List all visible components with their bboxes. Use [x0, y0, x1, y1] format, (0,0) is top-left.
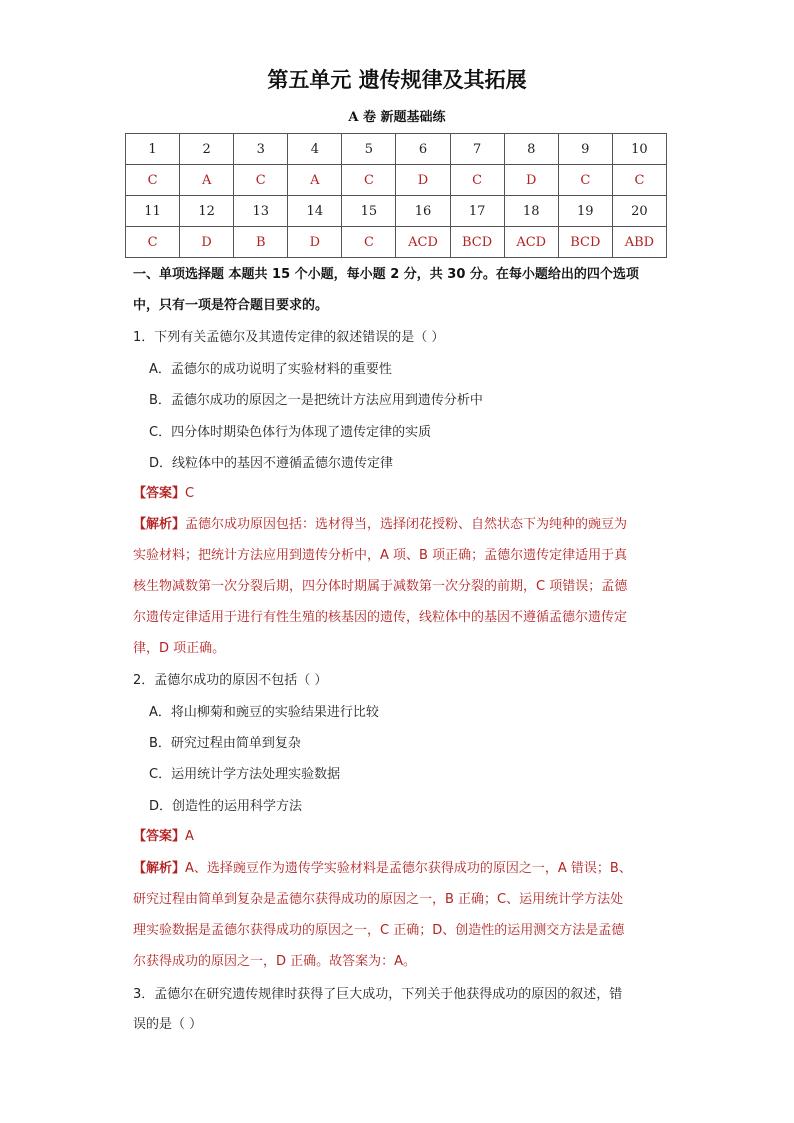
answer-cell: C	[234, 165, 288, 196]
answer-cell: A	[180, 165, 234, 196]
analysis-text: 孟德尔成功原因包括：选材得当，选择闭花授粉、自然状态下为纯种的豌豆为	[185, 517, 628, 532]
question-number-cell: 20	[612, 196, 666, 227]
answer-cell: D	[504, 165, 558, 196]
q2-option-a: A．将山柳菊和豌豆的实验结果进行比较	[149, 705, 379, 720]
question-number-cell: 12	[180, 196, 234, 227]
q1-analysis-line5: 律，D 项正确。	[133, 641, 226, 656]
analysis-label: 【解析】	[133, 861, 186, 876]
answer-cell: C	[342, 227, 396, 258]
question-number-cell: 15	[342, 196, 396, 227]
answer-table	[125, 133, 667, 258]
question-number-cell: 9	[558, 134, 612, 165]
question-number-cell: 3	[234, 134, 288, 165]
q1-stem: 1．下列有关孟德尔及其遗传定律的叙述错误的是（ ）	[133, 330, 445, 345]
q2-analysis-line3: 理实验数据是孟德尔获得成功的原因之一，C 正确；D、创造性的运用测交方法是孟德	[133, 923, 625, 938]
question-number-cell: 2	[180, 134, 234, 165]
section-heading-line2: 中，只有一项是符合题目要求的。	[133, 298, 329, 313]
answer-cell: D	[288, 227, 342, 258]
q2-analysis-line1	[133, 859, 632, 879]
q1-option-a: A．孟德尔的成功说明了实验材料的重要性	[149, 362, 392, 377]
answer-cell: C	[558, 165, 612, 196]
q3-stem-line2: 误的是（ ）	[133, 1017, 203, 1032]
question-number-row	[126, 134, 667, 165]
q2-stem: 2．孟德尔成功的原因不包括（ ）	[133, 673, 328, 688]
answer-cell: BCD	[558, 227, 612, 258]
question-number-cell: 18	[504, 196, 558, 227]
answer-label: 【答案】	[133, 486, 186, 501]
page-title: 第五单元 遗传规律及其拓展	[267, 67, 527, 92]
answer-cell: C	[450, 165, 504, 196]
answer-cell: ACD	[504, 227, 558, 258]
answer-cell: BCD	[450, 227, 504, 258]
answer-row	[126, 165, 667, 196]
answer-cell: D	[180, 227, 234, 258]
section-heading-line1: 一、单项选择题 本题共 15 个小题，每小题 2 分，共 30 分。在每小题给出的四个选项	[133, 267, 639, 282]
answer-value: A	[185, 829, 194, 844]
q2-answer	[133, 827, 194, 847]
answer-cell: C	[342, 165, 396, 196]
q3-stem-line1: 3．孟德尔在研究遗传规律时获得了巨大成功，下列关于他获得成功的原因的叙述，错	[133, 987, 623, 1002]
question-number-cell: 5	[342, 134, 396, 165]
q2-analysis-line2: 研究过程由简单到复杂是孟德尔获得成功的原因之一，B 正确；C、运用统计学方法处	[133, 892, 624, 907]
answer-cell: B	[234, 227, 288, 258]
analysis-label: 【解析】	[133, 517, 186, 532]
q1-option-d: D．线粒体中的基因不遵循孟德尔遗传定律	[149, 456, 394, 471]
question-number-cell: 17	[450, 196, 504, 227]
q1-option-c: C．四分体时期染色体行为体现了遗传定律的实质	[149, 425, 432, 440]
question-number-cell: 4	[288, 134, 342, 165]
q2-option-c: C．运用统计学方法处理实验数据	[149, 767, 341, 782]
q1-analysis-line2: 实验材料；把统计方法应用到遗传分析中，A 项、B 项正确；孟德尔遗传定律适用于真	[133, 548, 628, 563]
answer-label: 【答案】	[133, 829, 186, 844]
analysis-text: A、选择豌豆作为遗传学实验材料是孟德尔获得成功的原因之一，A 错误；B、	[185, 861, 632, 876]
question-number-cell: 11	[126, 196, 180, 227]
answer-cell: D	[396, 165, 450, 196]
answer-cell: ABD	[612, 227, 666, 258]
answer-cell: C	[126, 165, 180, 196]
question-number-cell: 16	[396, 196, 450, 227]
answer-cell: C	[612, 165, 666, 196]
question-number-cell: 13	[234, 196, 288, 227]
question-number-cell: 7	[450, 134, 504, 165]
page-subtitle: A 卷 新题基础练	[348, 110, 446, 125]
question-number-cell: 19	[558, 196, 612, 227]
q1-answer	[133, 484, 194, 504]
question-number-cell: 1	[126, 134, 180, 165]
answer-value: C	[185, 486, 195, 501]
q1-analysis-line4: 尔遗传定律适用于进行有性生殖的核基因的遗传，线粒体中的基因不遵循孟德尔遗传定	[133, 610, 628, 625]
answer-cell: A	[288, 165, 342, 196]
question-number-cell: 10	[612, 134, 666, 165]
question-number-cell: 8	[504, 134, 558, 165]
q1-analysis-line3: 核生物减数第一次分裂后期，四分体时期属于减数第一次分裂的前期，C 项错误；孟德	[133, 579, 628, 594]
q1-analysis-line1	[133, 515, 627, 535]
question-number-cell: 14	[288, 196, 342, 227]
q2-option-d: D．创造性的运用科学方法	[149, 799, 303, 814]
answer-row	[126, 227, 667, 258]
question-number-row	[126, 196, 667, 227]
question-number-cell: 6	[396, 134, 450, 165]
answer-cell: ACD	[396, 227, 450, 258]
q1-option-b: B．孟德尔成功的原因之一是把统计方法应用到遗传分析中	[149, 393, 483, 408]
q2-option-b: B．研究过程由简单到复杂	[149, 736, 301, 751]
answer-cell: C	[126, 227, 180, 258]
q2-analysis-line4: 尔获得成功的原因之一，D 正确。故答案为：A。	[133, 954, 417, 969]
